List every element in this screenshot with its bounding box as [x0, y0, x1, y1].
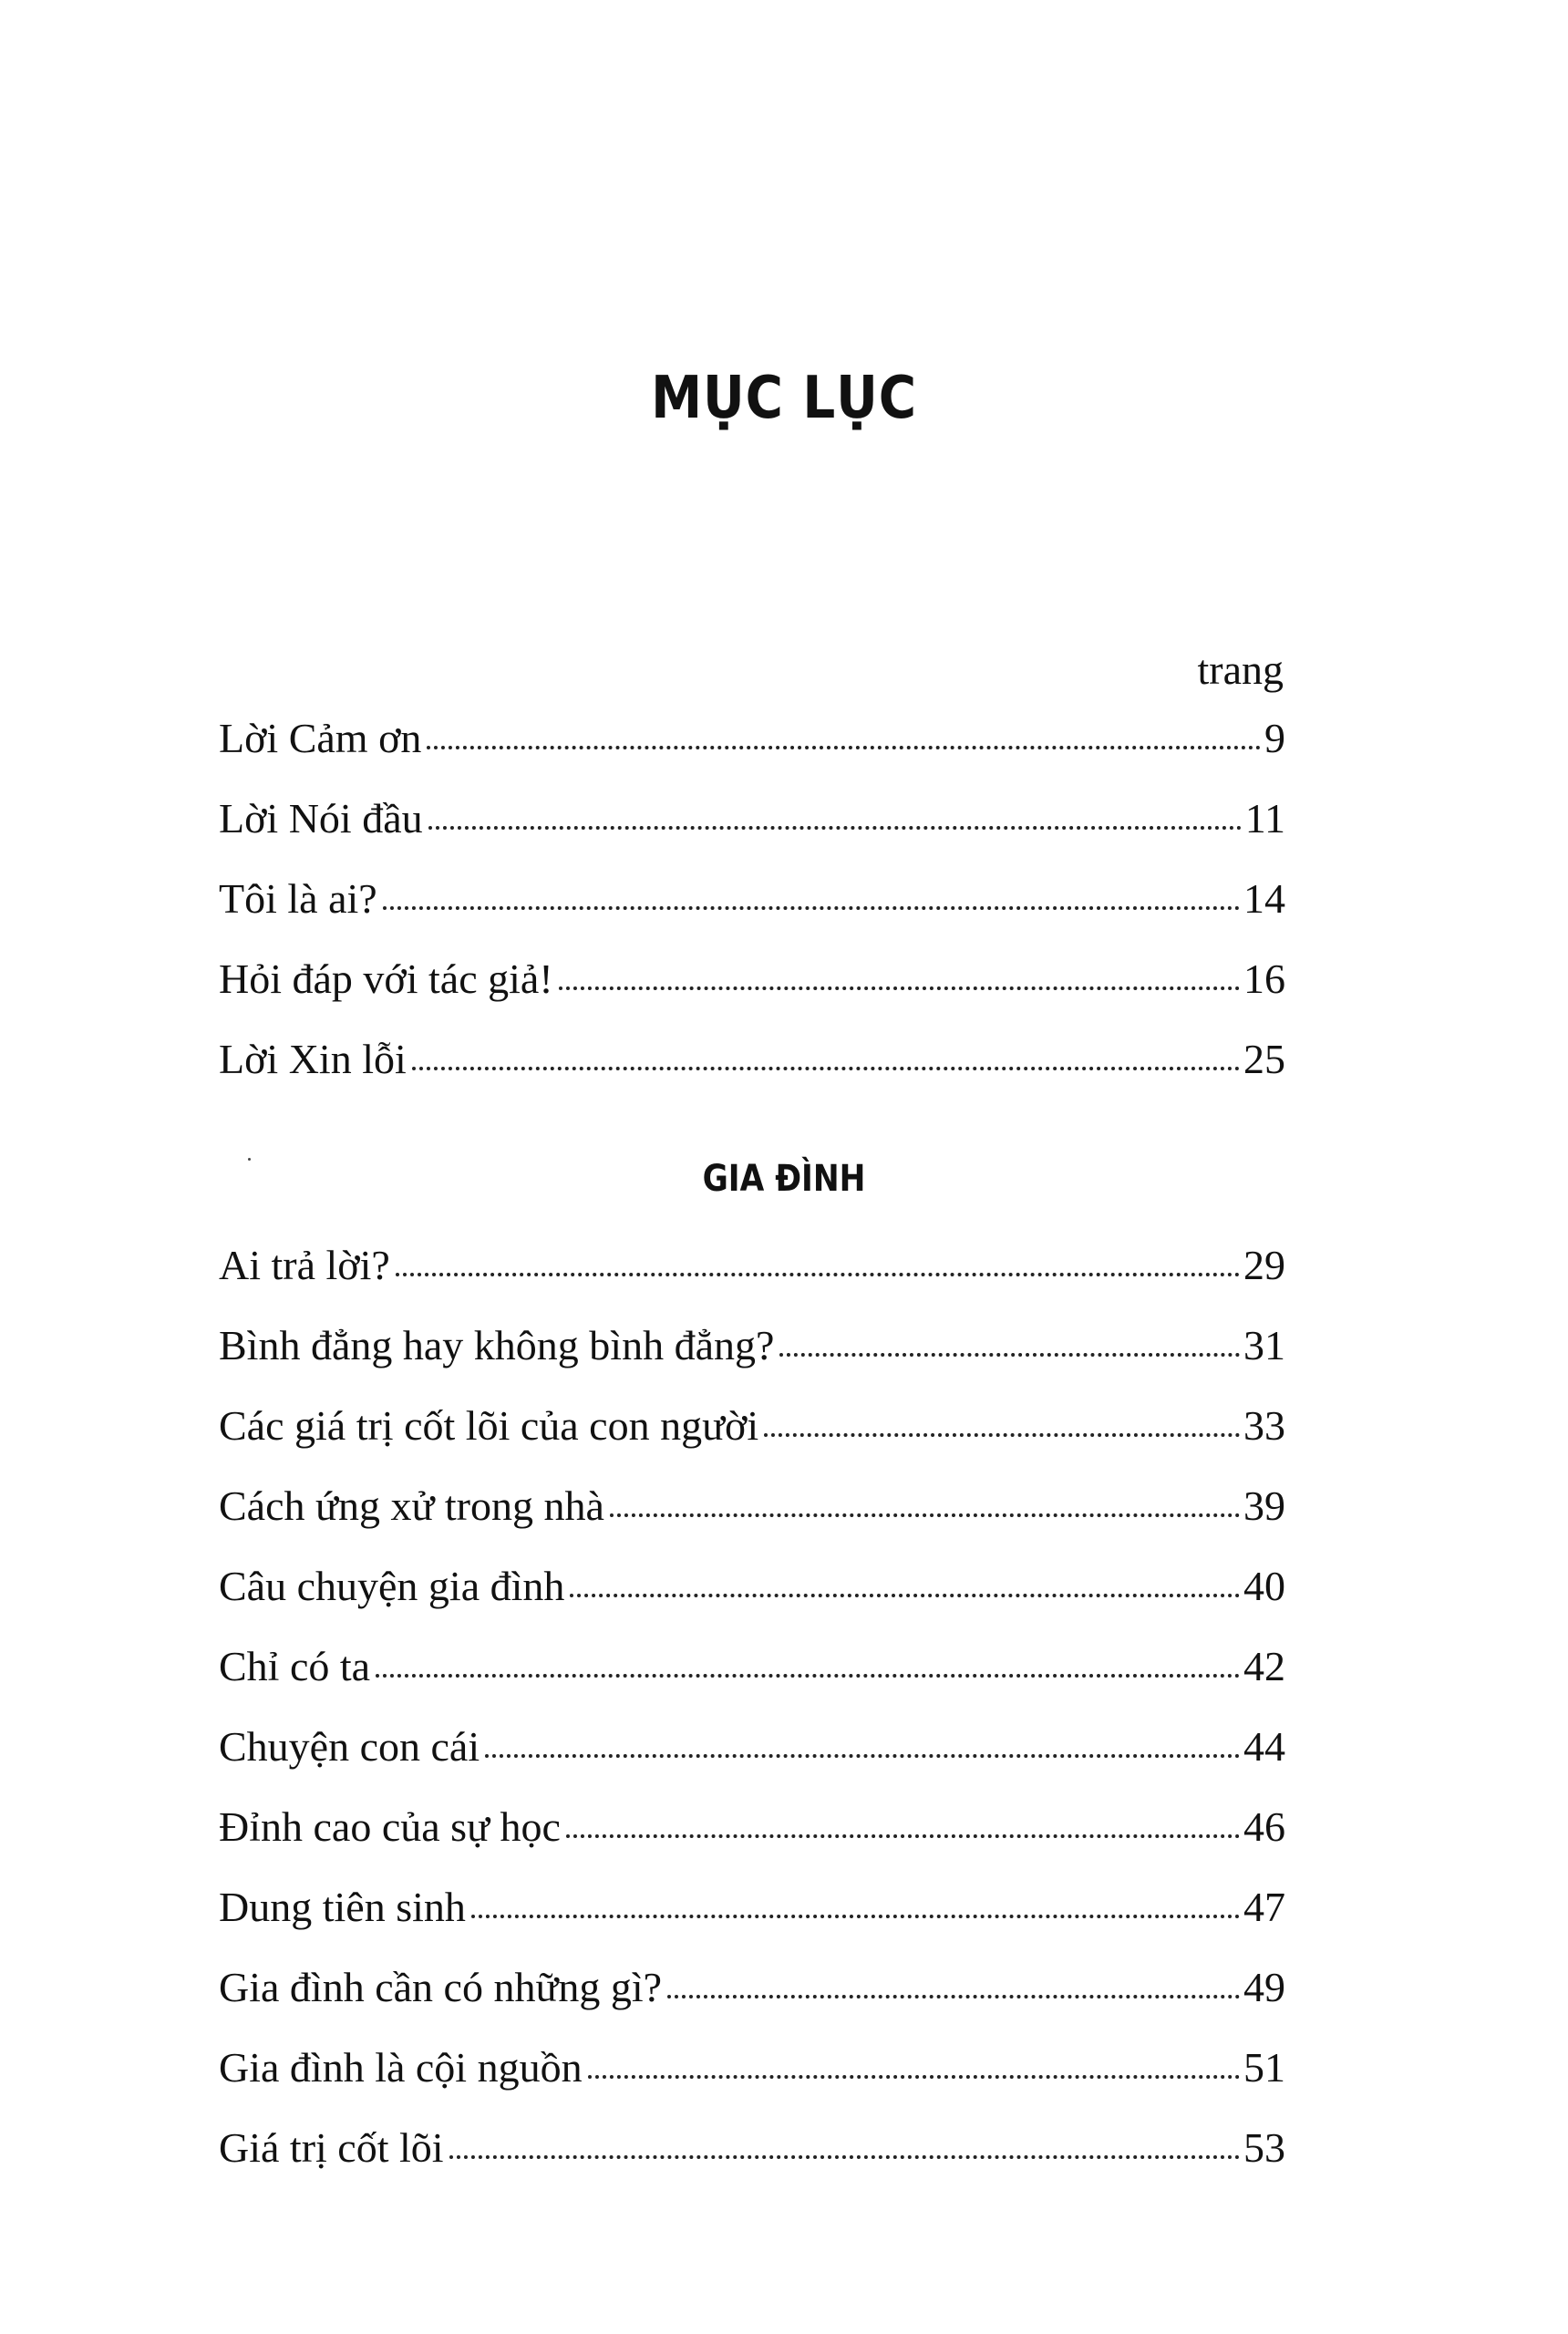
- dot-leader: [570, 1594, 1240, 1597]
- toc-entry-label: Các giá trị cốt lõi của con người: [219, 1402, 759, 1449]
- toc-entry: [219, 1960, 1285, 2015]
- page-column-label: trang: [1197, 646, 1284, 693]
- toc-entry-page: 11: [1244, 795, 1285, 842]
- toc-entry: [219, 1318, 1285, 1373]
- toc-entry-label: Gia đình cần có những gì?: [219, 1964, 663, 2010]
- toc-entry: [219, 1559, 1285, 1614]
- toc-entry-page: 51: [1243, 2044, 1285, 2091]
- dot-leader: [610, 1513, 1240, 1517]
- toc-entry-page: 49: [1243, 1964, 1285, 2010]
- toc-entry-label: Lời Xin lỗi: [219, 1036, 407, 1082]
- toc-entry-page: 44: [1243, 1723, 1285, 1770]
- toc-entry: [219, 872, 1285, 926]
- dot-leader: [383, 906, 1240, 910]
- toc-entry: [219, 952, 1285, 1007]
- toc-entry: [219, 791, 1285, 846]
- toc-entry-page: 42: [1243, 1643, 1285, 1689]
- toc-entry: [219, 2121, 1285, 2175]
- toc-entry-page: 14: [1243, 875, 1285, 922]
- toc-entry: [219, 1720, 1285, 1774]
- dot-leader: [485, 1754, 1240, 1758]
- toc-entry: [219, 711, 1285, 766]
- toc-entry-page: 31: [1243, 1322, 1285, 1368]
- toc-entry-label: Bình đẳng hay không bình đẳng?: [219, 1322, 775, 1368]
- toc-entry: [219, 1639, 1285, 1694]
- dot-leader: [376, 1674, 1240, 1678]
- dot-leader: [428, 826, 1242, 830]
- dot-leader: [471, 1915, 1240, 1918]
- toc-entry-label: Gia đình là cội nguồn: [219, 2044, 583, 2091]
- toc-entry-page: 33: [1243, 1402, 1285, 1449]
- toc-entry: [219, 1800, 1285, 1854]
- toc-entry-label: Dung tiên sinh: [219, 1884, 466, 1930]
- dot-leader: [396, 1273, 1240, 1276]
- toc-entry-page: 40: [1243, 1563, 1285, 1609]
- toc-entry: [219, 1032, 1285, 1087]
- toc-entry-label: Cách ứng xử trong nhà: [219, 1482, 604, 1529]
- dot-leader: [667, 1995, 1240, 1998]
- toc-entry-label: Chuyện con cái: [219, 1723, 480, 1770]
- toc-entry: [219, 1238, 1285, 1293]
- dot-leader: [449, 2155, 1240, 2159]
- toc-entry-page: 53: [1243, 2124, 1285, 2171]
- dot-leader: [412, 1067, 1240, 1070]
- page-title: MỤC LỤC: [651, 365, 917, 432]
- toc-entry-page: 9: [1264, 715, 1285, 761]
- dot-leader: [427, 746, 1261, 749]
- dot-leader: [764, 1433, 1240, 1437]
- toc-entry: [219, 1479, 1285, 1534]
- dot-leader: [566, 1834, 1240, 1838]
- toc-entry-label: Chỉ có ta: [219, 1643, 371, 1689]
- dot-leader: [779, 1353, 1240, 1357]
- toc-entry: [219, 2040, 1285, 2095]
- toc-entry-page: 25: [1243, 1036, 1285, 1082]
- dot-leader: [588, 2075, 1240, 2079]
- toc-entry-page: 39: [1243, 1482, 1285, 1529]
- toc-entry-page: 29: [1243, 1242, 1285, 1288]
- toc-entry: [219, 1399, 1285, 1453]
- dot-leader: [559, 986, 1240, 990]
- toc-entry-label: Giá trị cốt lõi: [219, 2124, 444, 2171]
- toc-entry-label: Tôi là ai?: [219, 875, 377, 922]
- toc-entry-label: Lời Cảm ơn: [219, 715, 422, 761]
- toc-entry-page: 46: [1243, 1803, 1285, 1850]
- toc-entry-page: 47: [1243, 1884, 1285, 1930]
- toc-entry-label: Đỉnh cao của sự học: [219, 1803, 561, 1850]
- toc-entry-label: Hỏi đáp với tác giả!: [219, 955, 553, 1002]
- toc-entry-label: Ai trả lời?: [219, 1242, 390, 1288]
- toc-entry-page: 16: [1243, 955, 1285, 1002]
- toc-entry-label: Lời Nói đầu: [219, 795, 423, 842]
- toc-entry-label: Câu chuyện gia đình: [219, 1563, 565, 1609]
- toc-entry: [219, 1880, 1285, 1935]
- section-heading: GIA ĐÌNH: [702, 1158, 866, 1200]
